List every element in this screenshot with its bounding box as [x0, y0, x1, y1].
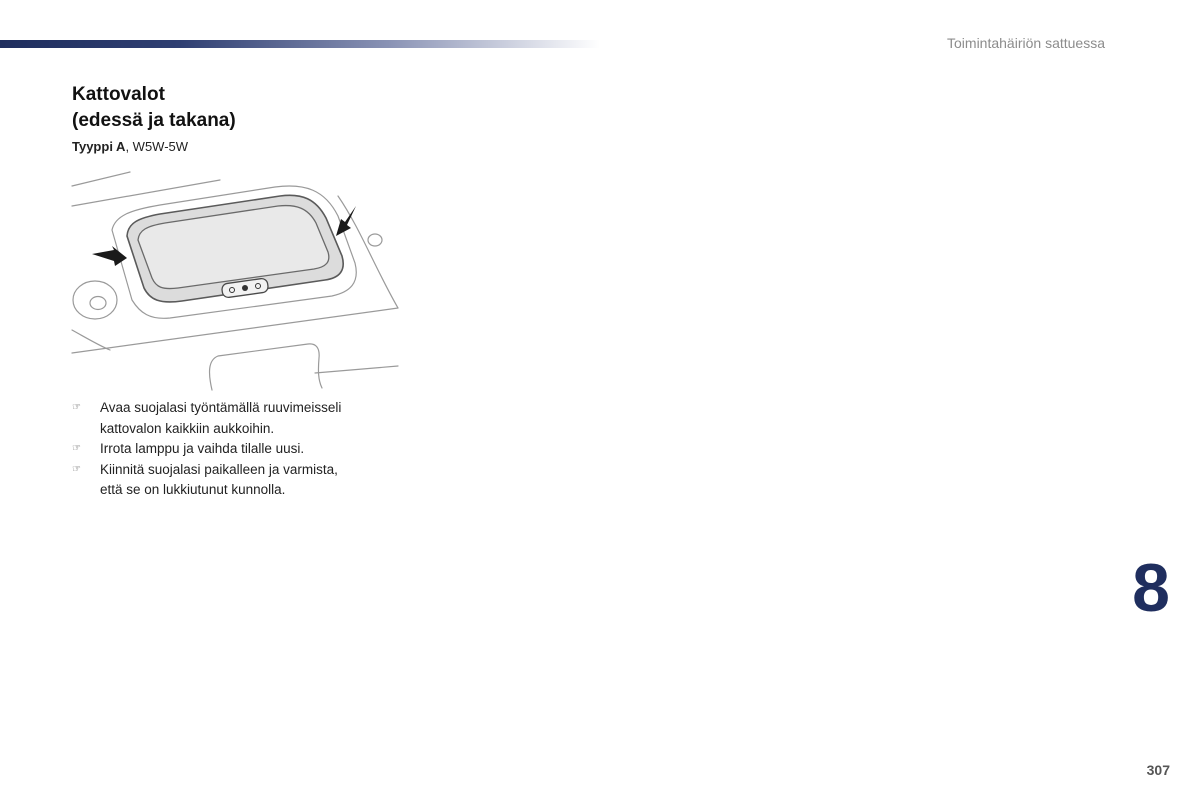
hand-pointer-icon: ☞: [72, 402, 81, 413]
ceiling-line-left: [72, 330, 110, 350]
section-title: Toimintahäiriön sattuessa: [947, 35, 1105, 51]
step-1-line-1: Avaa suojalasi työntämällä ruuvimeisseli: [100, 400, 342, 415]
title-line-2: (edessä ja takana): [72, 110, 236, 131]
ceiling-light-illustration: [70, 168, 400, 392]
ceiling-line-top: [72, 172, 130, 186]
ceiling-line-upper: [72, 180, 220, 206]
chapter-number: 8: [1132, 550, 1170, 626]
instruction-step-2: [72, 439, 392, 460]
header-gradient-bar: [0, 40, 600, 48]
instruction-list: [72, 398, 392, 501]
knob-outer: [73, 281, 117, 319]
bulb-type-label: Tyyppi A: [72, 139, 126, 154]
handle-outline: [210, 344, 322, 390]
ceiling-line-lower: [315, 366, 398, 373]
step-3-line-2: että se on lukkiutunut kunnolla.: [100, 482, 286, 497]
hand-pointer-icon: ☞: [72, 463, 81, 475]
step-2-line-1: Irrota lamppu ja vaihda tilalle uusi.: [100, 441, 305, 456]
switch-dot-middle: [242, 285, 248, 291]
bulb-type-value: , W5W-5W: [125, 139, 189, 154]
ceiling-line-right: [338, 196, 398, 308]
instruction-step-1: [72, 398, 392, 439]
title-line-1: Kattovalot: [72, 84, 165, 105]
bulb-type: [72, 139, 188, 154]
hand-pointer-icon: ☞: [72, 443, 81, 454]
instruction-step-3: [72, 460, 392, 501]
step-1-line-2: kattovalon kaikkiin aukkoihin.: [100, 420, 275, 436]
page-number: 307: [1146, 762, 1170, 778]
page-title: [72, 82, 236, 134]
ceiling-line-bottom: [72, 308, 398, 353]
knob-inner: [90, 297, 106, 310]
step-3-line-1: Kiinnitä suojalasi paikalleen ja varmista,: [100, 461, 338, 477]
screw-hole: [368, 234, 382, 246]
